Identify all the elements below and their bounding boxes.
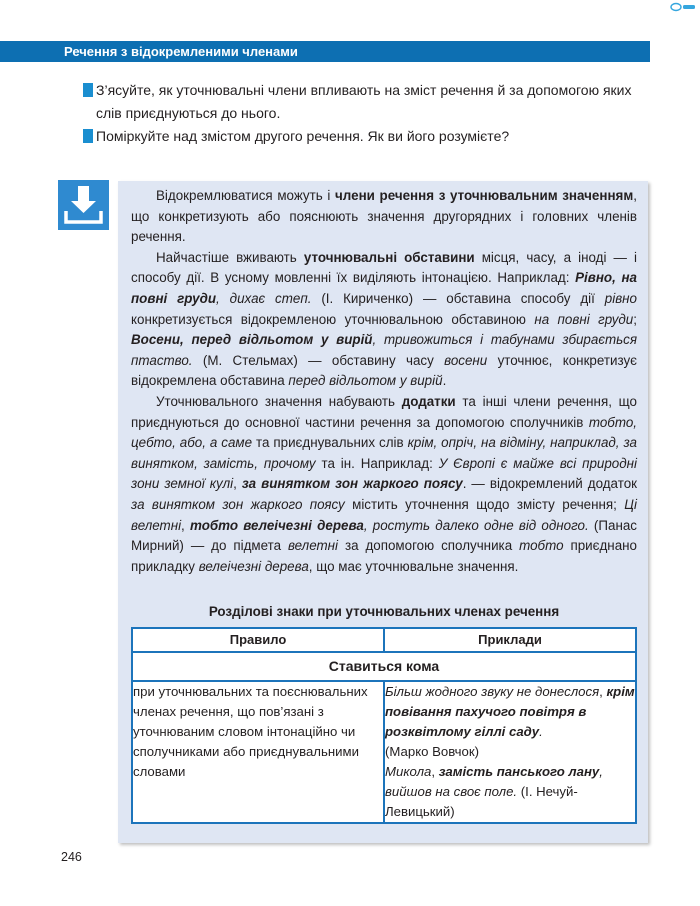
text-run: перед відльотом у вирій — [288, 373, 443, 389]
text-run: за винятком зон жаркого поясу — [241, 476, 463, 492]
rule-paragraph — [131, 248, 637, 392]
text-run: Уточнювального значення набувають — [156, 393, 402, 409]
task-text: З’ясуйте, як уточнювальні члени впливають на зміст речення й за допомогою яких слів приєднуються до нього. — [96, 82, 632, 121]
text-run: , що має уточнювальне значення. — [308, 558, 519, 574]
text-run: восени — [444, 352, 488, 368]
text-run: приєднано прикладку — [131, 538, 637, 574]
text-run: , — [233, 476, 242, 492]
text-run: тобто — [519, 538, 564, 554]
text-run: тобто велеічезні дерева — [189, 517, 364, 533]
text-run: . — [442, 373, 447, 389]
text-run: місця, часу, а іноді — і способу дії. В усному мовленні їх виділяють інтонацією. Наприклад: — [131, 249, 637, 286]
text-run: Микола — [385, 764, 432, 779]
text-run: крім, опріч, на відміну, наприклад, за винятком, замість, прочому — [131, 435, 637, 471]
column-header-examples: Приклади — [384, 628, 636, 652]
text-run: , — [181, 517, 190, 533]
corner-logo-mark — [669, 2, 697, 12]
example-cell — [384, 681, 636, 823]
text-run: за винятком зон жаркого поясу — [131, 496, 345, 512]
text-run: містить уточнення щодо змісту речення; — [344, 496, 625, 512]
text-run: велетні — [287, 538, 339, 554]
task-bullet — [83, 129, 93, 143]
task-item — [96, 79, 651, 125]
section-title: Речення з відокремленими членами — [64, 44, 298, 59]
column-header-rule: Правило — [132, 628, 384, 652]
text-run: Ці велетні — [131, 496, 637, 533]
text-run: , що конкретизують або пояснюють значення другорядних і головних членів речення. — [131, 188, 637, 245]
text-run: . — відокремлений додаток — [462, 476, 637, 492]
text-run: крім повівання пахучого повітря в розквітлому гіллі саду — [385, 684, 635, 739]
text-run: тобто, цебто, або, а саме — [131, 414, 637, 451]
text-run: Восени, перед відльотом у вирій — [131, 332, 373, 348]
task-bullet — [83, 83, 93, 97]
text-run: ; — [633, 311, 637, 327]
text-run: , вийшов на своє поле. — [385, 764, 603, 799]
text-run: Більш жодного звуку не донеслося — [385, 684, 600, 699]
text-run: уточнює, конкретизує відокремлена обставина — [131, 352, 638, 389]
text-run: конкретизується відокремленою уточнювальною обставиною — [131, 311, 535, 327]
text-run: (І. Кириченко) — обставина способу дії — [311, 290, 605, 306]
rule-text — [131, 186, 637, 577]
table-subheader: Ставиться кома — [132, 652, 636, 681]
text-run: , — [431, 764, 439, 779]
rule-cell: при уточнювальних та поєснювальних членах речення, що пов’язані з уточнюваним словом інтонаційно чи сполучниками або приєднувальними словами — [132, 681, 384, 823]
text-run: замість панського лану — [438, 764, 600, 779]
text-run: , — [599, 684, 607, 699]
text-run: уточнювальні обставини — [303, 249, 475, 265]
text-run: (М. Стельмах) — обставину часу — [192, 352, 445, 368]
text-run: члени речення з уточнювальним значенням — [335, 188, 634, 203]
text-run: та інші члени речення, що приєднуються до основної частини речення за допомогою сполучників — [131, 393, 637, 430]
text-run: , ростуть далеко одне від одного. — [363, 517, 589, 533]
text-run: Рівно, на повні груди — [131, 270, 637, 306]
text-run: Найчастіше вживають — [156, 249, 304, 265]
text-run: Відокремлюватися можуть і — [156, 188, 336, 203]
text-run: . — [539, 724, 543, 739]
text-run: У Європі є майже всі природні зони земної кулі — [131, 455, 637, 492]
text-run: за допомогою сполучника — [338, 538, 520, 554]
rule-paragraph — [131, 186, 637, 248]
text-run: та ін. Наприклад: — [315, 455, 439, 471]
table-row — [132, 681, 636, 823]
download-icon — [58, 180, 109, 230]
text-run: (І. Нечуй-Левицький) — [385, 784, 578, 819]
text-run: , — [216, 290, 230, 306]
text-run: , тривожиться і табунами збирається птаство. — [131, 332, 638, 368]
text-run: додатки — [401, 393, 456, 409]
text-run: (Панас Мирний) — до підмета — [131, 517, 637, 554]
text-run: дихає степ. — [229, 290, 312, 306]
rule-paragraph — [131, 392, 637, 577]
text-run: велеічезні дерева — [198, 558, 309, 574]
page-number: 246 — [61, 850, 82, 864]
text-run: (Марко Вовчок) — [385, 744, 480, 759]
punctuation-table — [131, 627, 637, 824]
text-run: рівно — [604, 290, 637, 306]
task-text: Поміркуйте над змістом другого речення. Як ви його розумієте? — [96, 128, 510, 144]
task-item — [96, 125, 651, 148]
table-caption: Розділові знаки при уточнювальних членах речення — [208, 604, 560, 619]
text-run: та приєднувальних слів — [252, 435, 408, 451]
text-run: на повні груди — [534, 311, 634, 327]
